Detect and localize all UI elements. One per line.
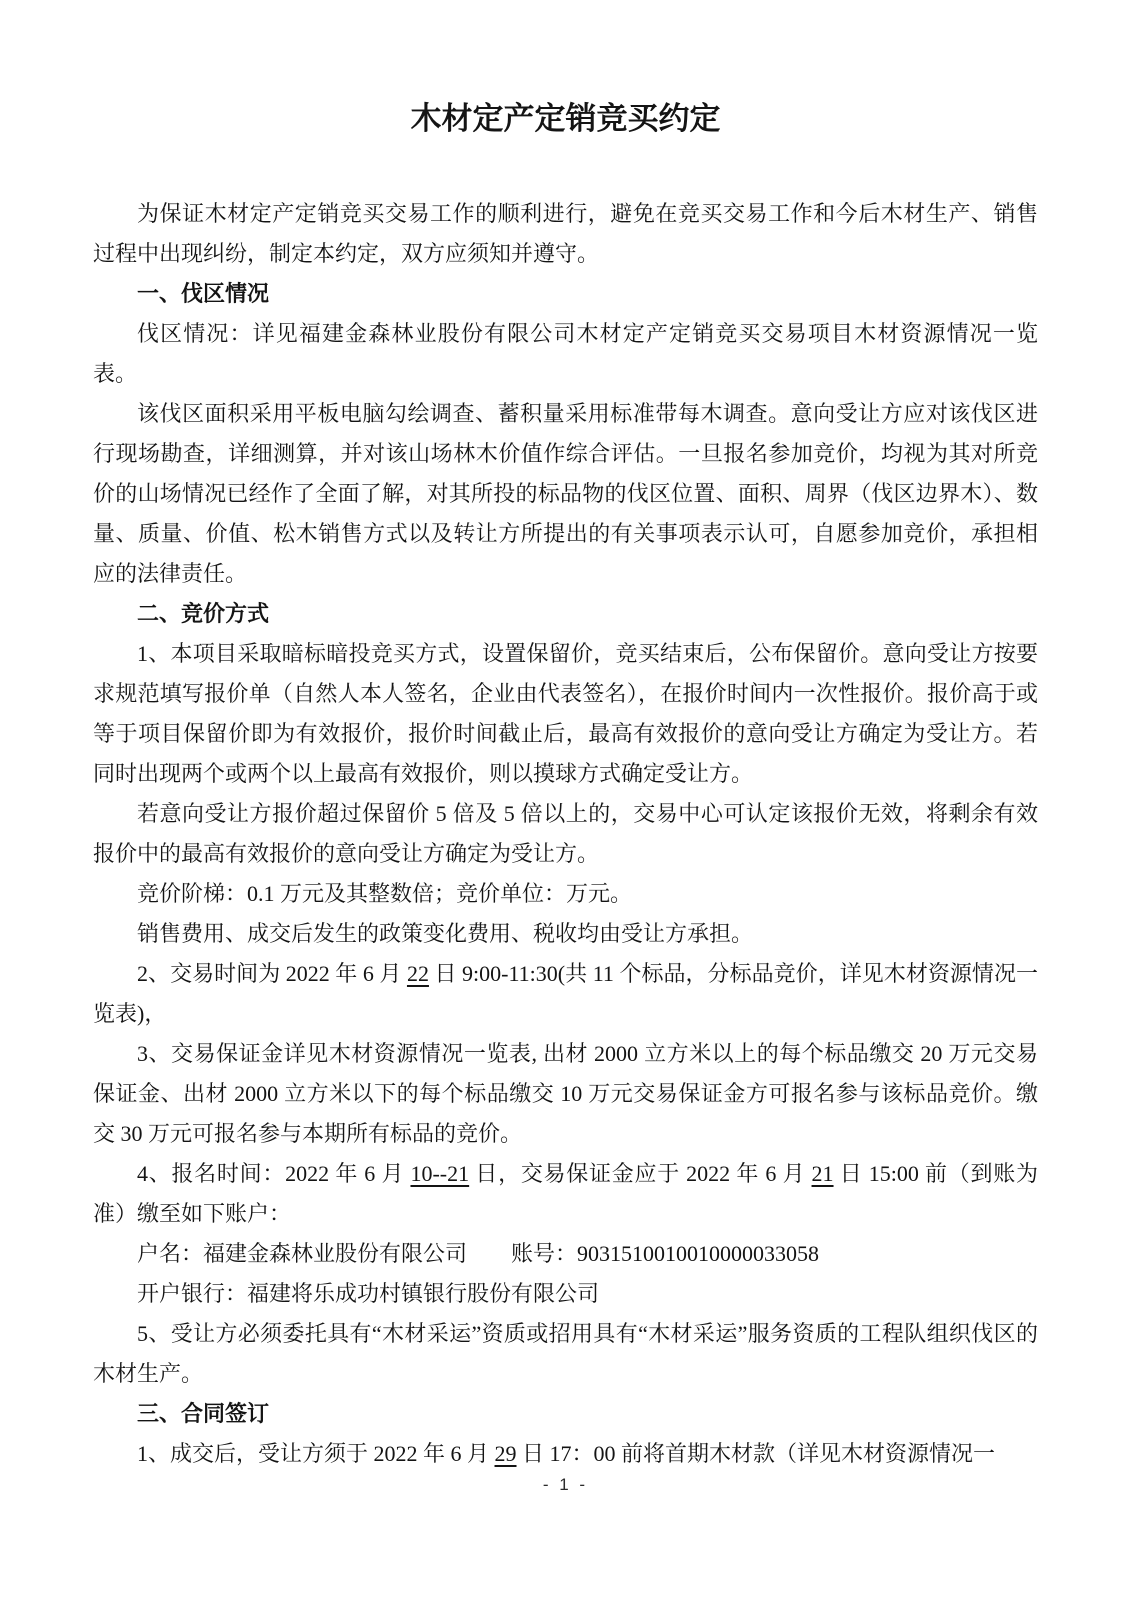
trade-date-underlined: 22	[406, 961, 429, 986]
account-line	[93, 1234, 1038, 1274]
deposit-deadline-underlined: 21	[811, 1161, 834, 1186]
section1-paragraph-1: 伐区情况：详见福建金森林业股份有限公司木材定产定销竞买交易项目木材资源情况一览表。	[93, 321, 1038, 386]
contract-sign-text-cont: 日 17：00 前将首期木材款（详见木材资源情况一	[516, 1441, 996, 1466]
section2-paragraph-5	[93, 954, 1038, 1034]
intro-paragraph: 为保证木材定产定销竞买交易工作的顺利进行，避免在竞买交易工作和今后木材生产、销售过程中出现纠纷，制定本约定，双方应须知并遵守。	[93, 201, 1038, 266]
bank-line: 开户银行：福建将乐成功村镇银行股份有限公司	[137, 1281, 600, 1306]
payment-date-underlined: 29	[494, 1441, 517, 1466]
trade-time-text: 2、交易时间为 2022 年 6 月	[137, 961, 407, 986]
section2-paragraph-10: 5、受让方必须委托具有“木材采运”资质或招用具有“木材采运”服务资质的工程队组织伐区的木材生产。	[93, 1321, 1038, 1386]
section2-paragraph-7	[93, 1154, 1038, 1234]
section2-heading: 二、竞价方式	[137, 601, 270, 626]
signup-date-range-underlined: 10--21	[410, 1161, 470, 1186]
document-title: 木材定产定销竞买约定	[410, 101, 721, 136]
section2-paragraph-1: 1、本项目采取暗标暗投竞买方式，设置保留价，竞买结束后，公布保留价。意向受让方按要求规范填写报价单（自然人本人签名，企业由代表签名），在报价时间内一次性报价。报价高于或等于项目保留价即为有效报价，报价时间截止后，最高有效报价的意向受让方确定为受让方。若同时出现两个或两个以上最高有效报价，则以摸球方式确定受让方。	[93, 641, 1038, 786]
section3-heading: 三、合同签订	[137, 1401, 270, 1426]
signup-time-text: 4、报名时间：2022 年 6 月	[137, 1161, 411, 1186]
account-number-value: 9031510010010000033058	[577, 1241, 820, 1266]
section3-paragraph-1	[93, 1434, 1038, 1474]
document-body	[93, 194, 1038, 1474]
section2-paragraph-2: 若意向受让方报价超过保留价 5 倍及 5 倍以上的，交易中心可认定该报价无效，将剩余有效报价中的最高有效报价的意向受让方确定为受让方。	[93, 801, 1038, 866]
account-number-label: 账号：	[511, 1241, 578, 1266]
account-name-value: 福建金森林业股份有限公司	[203, 1241, 468, 1266]
section2-paragraph-3: 竞价阶梯：0.1 万元及其整数倍；竞价单位：万元。	[137, 881, 633, 906]
trade-time-text-cont: 日 9:00-11:30(共 11 个标品，分标品竞价，详见木材资源情况一览表)，	[93, 961, 1038, 1026]
page-number: - 1 -	[542, 1475, 589, 1494]
section1-paragraph-2: 该伐区面积采用平板电脑勾绘调查、蓄积量采用标准带每木调查。意向受让方应对该伐区进行现场勘查，详细测算，并对该山场林木价值作综合评估。一旦报名参加竞价，均视为其对所竞价的山场情况已经作了全面了解，对其所投的标品物的伐区位置、面积、周界（伐区边界木）、数量、质量、价值、松木销售方式以及转让方所提出的有关事项表示认可，自愿参加竞价，承担相应的法律责任。	[93, 401, 1038, 586]
signup-time-text-mid: 日，交易保证金应于 2022 年 6 月	[469, 1161, 812, 1186]
section2-paragraph-4: 销售费用、成交后发生的政策变化费用、税收均由受让方承担。	[137, 921, 754, 946]
signup-time-text-end: 日 15:00 前（到账为准）缴至如下账户：	[93, 1161, 1038, 1226]
account-name-label: 户名：	[137, 1241, 204, 1266]
section2-paragraph-6: 3、交易保证金详见木材资源情况一览表, 出材 2000 立方米以上的每个标品缴交 20 万元交易保证金、出材 2000 立方米以下的每个标品缴交 10 万元交易保证金方可报名参与该标品竞价。缴交 30 万元可报名参与本期所有标品的竞价。	[93, 1041, 1038, 1146]
section1-heading: 一、伐区情况	[137, 281, 270, 306]
contract-sign-text: 1、成交后，受让方须于 2022 年 6 月	[137, 1441, 495, 1466]
